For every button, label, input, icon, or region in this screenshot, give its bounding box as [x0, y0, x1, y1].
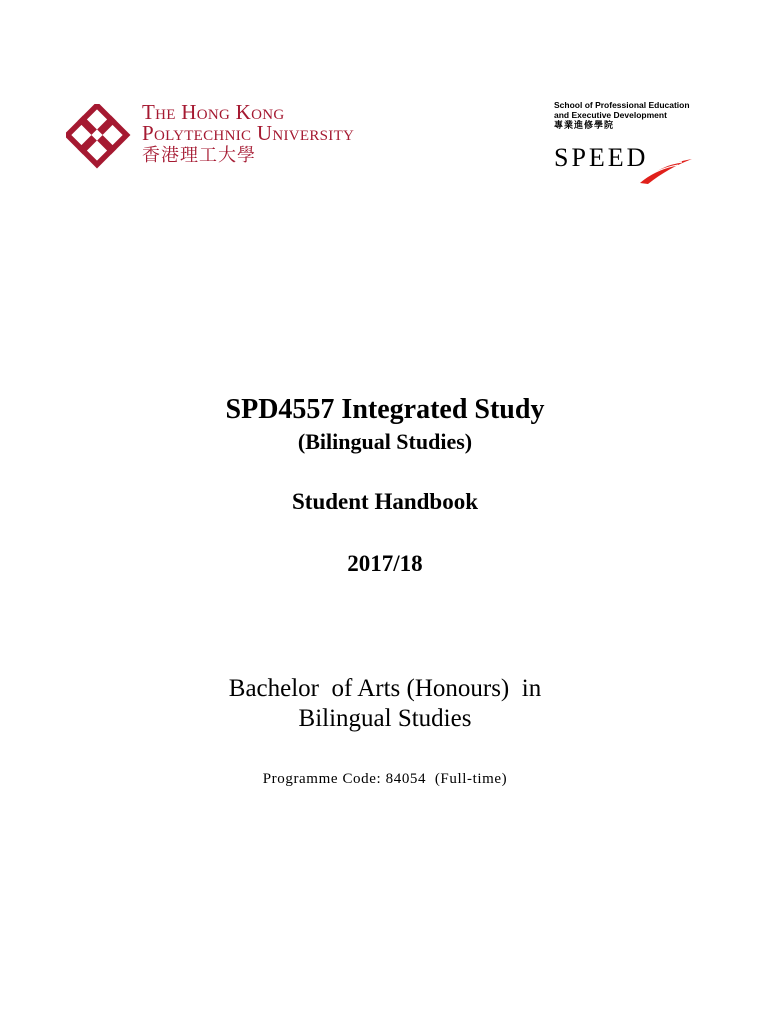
- speed-wordmark: SPEED: [554, 143, 649, 172]
- academic-year: 2017/18: [347, 551, 423, 576]
- polyu-name-chinese: 香港理工大學: [142, 145, 256, 166]
- polyu-logo: [66, 100, 426, 172]
- red-swoosh-icon: [638, 155, 694, 185]
- speed-logo: [554, 100, 704, 190]
- degree-title-line1: Bachelor of Arts (Honours) in: [228, 675, 542, 702]
- course-title: SPD4557 Integrated Study: [225, 394, 545, 425]
- polyu-wordmark: [142, 102, 354, 167]
- speed-school-chinese: 專業進修學院: [554, 121, 615, 131]
- handbook-label: Student Handbook: [292, 489, 478, 514]
- programme-code: Programme Code: 84054 (Full-time): [262, 771, 508, 787]
- course-subtitle: (Bilingual Studies): [297, 429, 473, 454]
- speed-school-line2: and Executive Development: [554, 110, 667, 120]
- speed-school-line1: School of Professional Education: [554, 100, 690, 110]
- polyu-emblem-icon: [66, 104, 134, 172]
- degree-title-line2: Bilingual Studies: [298, 705, 472, 732]
- polyu-name-line1: The Hong Kong: [142, 100, 285, 124]
- polyu-name-line2: Polytechnic University: [142, 121, 355, 145]
